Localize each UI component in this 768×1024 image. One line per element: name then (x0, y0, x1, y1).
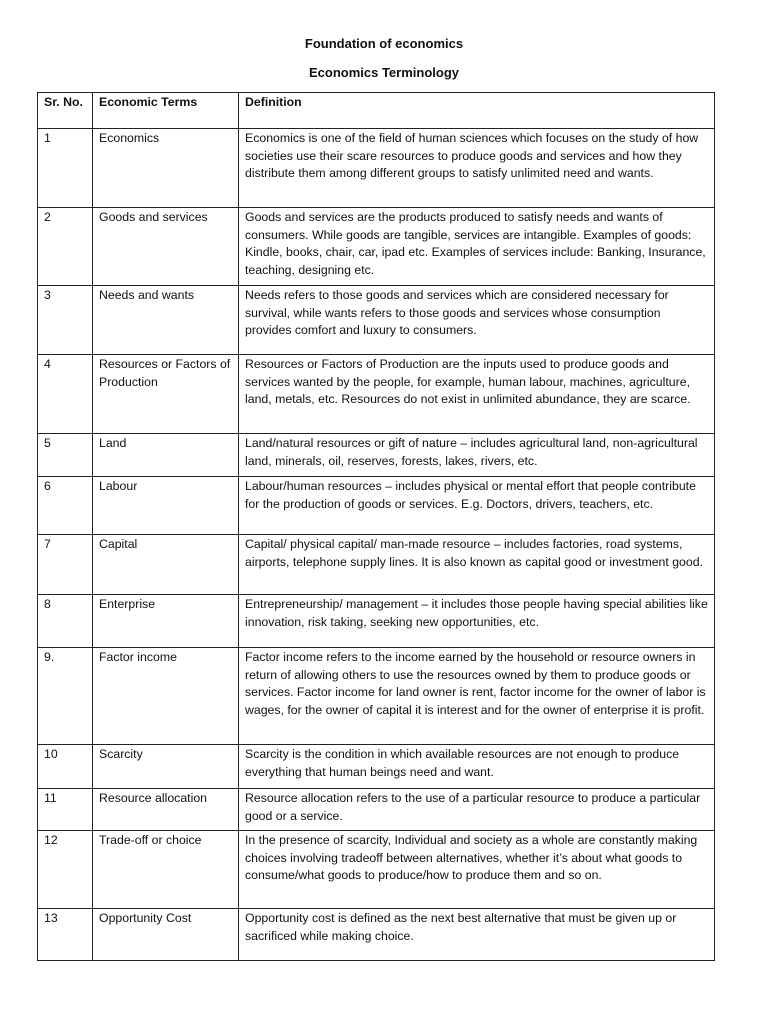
row-number: 2 (38, 208, 93, 286)
row-definition: In the presence of scarcity, Individual and society as a whole are constantly making choices involving tradeoff between alternatives, whether it’s about what goods to consume/what goods to produce/how to produce them and so on. (239, 831, 715, 909)
row-definition: Capital/ physical capital/ man-made resource – includes factories, road systems, airports, telephone supply lines. It is also known as capital good or investment good. (239, 535, 715, 595)
row-term: Labour (93, 477, 239, 535)
row-definition: Opportunity cost is defined as the next best alternative that must be given up or sacrificed while making choice. (239, 909, 715, 961)
row-number: 1 (38, 129, 93, 208)
row-definition: Scarcity is the condition in which available resources are not enough to produce everything that human beings need and want. (239, 745, 715, 789)
row-definition: Entrepreneurship/ management – it includes those people having special abilities like innovation, risk taking, seeking new opportunities, etc. (239, 595, 715, 648)
table-header-row (38, 93, 715, 129)
row-definition: Factor income refers to the income earned by the household or resource owners in return of allowing others to use the resources owned by them to produce goods or services. Factor income for land owner is rent, factor income for the owner of labor is wages, for the owner of capital it is interest and for the owner of enterprise it is profit. (239, 648, 715, 745)
row-number: 6 (38, 477, 93, 535)
row-number: 7 (38, 535, 93, 595)
table-row (38, 789, 715, 831)
row-number: 5 (38, 434, 93, 477)
row-term: Capital (93, 535, 239, 595)
table-row (38, 648, 715, 745)
table-row (38, 434, 715, 477)
row-number: 13 (38, 909, 93, 961)
row-term: Needs and wants (93, 286, 239, 355)
row-number: 12 (38, 831, 93, 909)
row-term: Trade-off or choice (93, 831, 239, 909)
row-number: 3 (38, 286, 93, 355)
row-definition: Labour/human resources – includes physical or mental effort that people contribute for the production of goods or services. E.g. Doctors, drivers, teachers, etc. (239, 477, 715, 535)
row-term: Opportunity Cost (93, 909, 239, 961)
table-row (38, 129, 715, 208)
row-definition: Needs refers to those goods and services which are considered necessary for survival, while wants refers to those goods and services whose consumption provides comfort and luxury to consumers. (239, 286, 715, 355)
header-sr-no: Sr. No. (38, 93, 93, 129)
row-term: Enterprise (93, 595, 239, 648)
table-row (38, 477, 715, 535)
row-term: Land (93, 434, 239, 477)
row-number: 8 (38, 595, 93, 648)
table-row (38, 208, 715, 286)
row-definition: Goods and services are the products produced to satisfy needs and wants of consumers. While goods are tangible, services are intangible. Examples of goods: Kindle, books, chair, car, ipad etc. Examples of services include: Banking, Insurance, teaching, designing etc. (239, 208, 715, 286)
table-row (38, 595, 715, 648)
header-definition: Definition (239, 93, 715, 129)
row-term: Resources or Factors of Production (93, 355, 239, 434)
row-number: 9. (38, 648, 93, 745)
row-definition: Resources or Factors of Production are the inputs used to produce goods and services wanted by the people, for example, human labour, machines, agriculture, land, metals, etc. Resources do not exist in unlimited abundance, they are scarce. (239, 355, 715, 434)
row-definition: Economics is one of the field of human sciences which focuses on the study of how societies use their scare resources to produce goods and services and how they distribute them among different groups to satisfy unlimited need and wants. (239, 129, 715, 208)
row-term: Economics (93, 129, 239, 208)
row-number: 10 (38, 745, 93, 789)
table-row (38, 286, 715, 355)
table-row (38, 535, 715, 595)
table-row (38, 909, 715, 961)
header-economic-terms: Economic Terms (93, 93, 239, 129)
document-subtitle: Economics Terminology (308, 65, 459, 80)
table-row (38, 355, 715, 434)
row-number: 11 (38, 789, 93, 831)
row-number: 4 (38, 355, 93, 434)
row-term: Goods and services (93, 208, 239, 286)
row-definition: Land/natural resources or gift of nature – includes agricultural land, non-agricultural land, minerals, oil, reserves, forests, lakes, rivers, etc. (239, 434, 715, 477)
row-term: Resource allocation (93, 789, 239, 831)
table-row (38, 831, 715, 909)
row-definition: Resource allocation refers to the use of a particular resource to produce a particular good or a service. (239, 789, 715, 831)
row-term: Scarcity (93, 745, 239, 789)
terminology-table (37, 92, 715, 961)
row-term: Factor income (93, 648, 239, 745)
table-row (38, 745, 715, 789)
document-title: Foundation of economics (304, 36, 464, 51)
